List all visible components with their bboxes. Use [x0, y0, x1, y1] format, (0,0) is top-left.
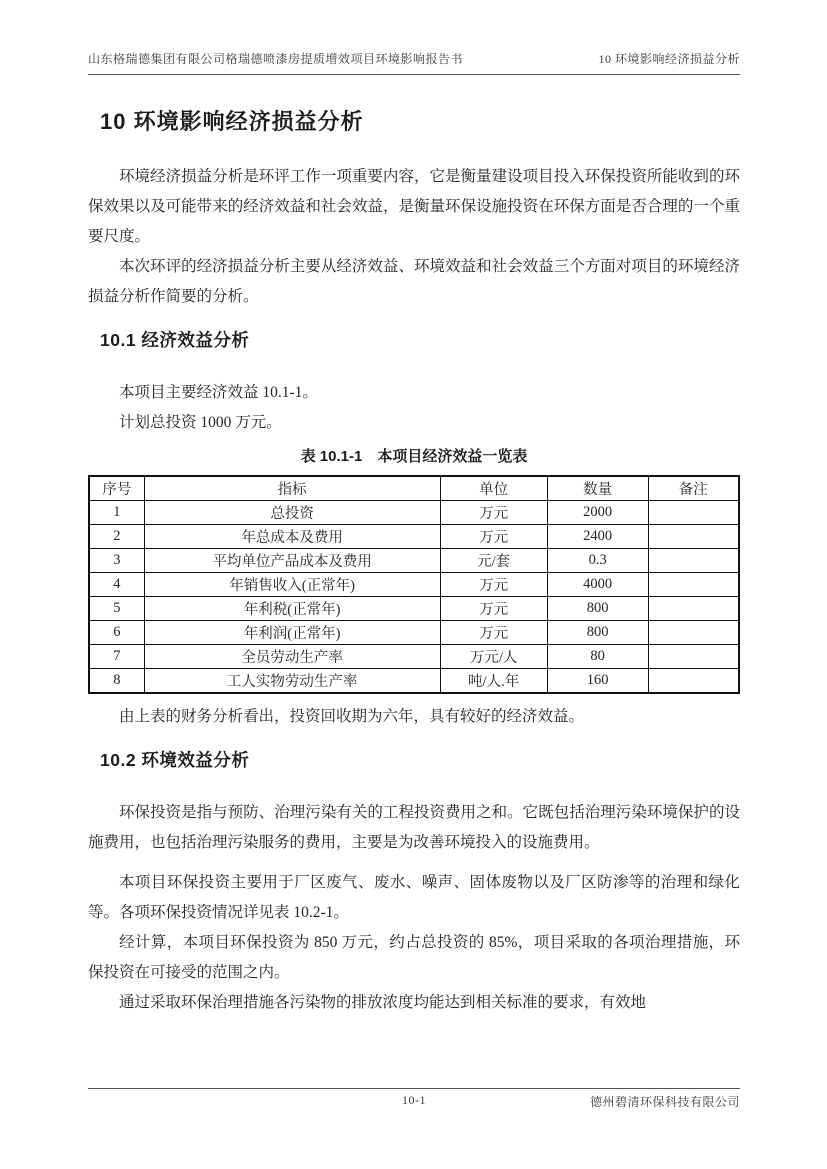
table-cell: 6 [89, 621, 144, 645]
section-10-2-paragraph-3: 经计算，本项目环保投资为 850 万元，约占总投资的 85%，项目采取的各项治理措施，环保投资在可接受的范围之内。 [88, 934, 740, 981]
table-cell: 4000 [547, 573, 648, 597]
footer-company-name: 德州碧清环保科技有限公司 [589, 1095, 740, 1109]
table-header-cell: 序号 [89, 476, 144, 501]
page-footer [88, 1088, 740, 1108]
chapter-title: 10 环境影响经济损益分析 [100, 109, 364, 134]
table-header-cell: 单位 [440, 476, 547, 501]
table-cell: 80 [547, 645, 648, 669]
table-cell: 3 [89, 549, 144, 573]
page-number: 10-1 [402, 1093, 426, 1107]
table-cell: 5 [89, 597, 144, 621]
table-header-cell: 备注 [648, 476, 739, 501]
table-cell: 万元/人 [440, 645, 547, 669]
table-cell: 平均单位产品成本及费用 [144, 549, 440, 573]
table-cell: 万元 [440, 525, 547, 549]
table-cell: 2400 [547, 525, 648, 549]
page-header [88, 50, 740, 75]
table-cell: 全员劳动生产率 [144, 645, 440, 669]
section-10-2-paragraph-1: 环保投资是指与预防、治理污染有关的工程投资费用之和。它既包括治理污染环境保护的设施费用，也包括治理污染服务的费用，主要是为改善环境投入的设施费用。 [88, 804, 740, 851]
table-cell: 年销售收入(正常年) [144, 573, 440, 597]
table-cell: 元/套 [440, 549, 547, 573]
section-10-1-paragraph-2: 计划总投资 1000 万元。 [119, 414, 282, 431]
table-cell: 160 [547, 669, 648, 694]
table-cell: 年利润(正常年) [144, 621, 440, 645]
table-cell: 7 [89, 645, 144, 669]
section-10-2-paragraph-2: 本项目环保投资主要用于厂区废气、废水、噪声、固体废物以及厂区防渗等的治理和绿化等。各项环保投资情况详见表 10.2-1。 [88, 874, 740, 921]
table-cell [648, 573, 739, 597]
table-cell: 0.3 [547, 549, 648, 573]
table-row [89, 597, 739, 621]
table-cell: 4 [89, 573, 144, 597]
table-cell: 吨/人.年 [440, 669, 547, 694]
table-cell: 800 [547, 597, 648, 621]
header-chapter-label: 10 环境影响经济损益分析 [598, 52, 740, 66]
table-row [89, 501, 739, 525]
table-header-cell: 指标 [144, 476, 440, 501]
table-cell [648, 525, 739, 549]
table-row [89, 573, 739, 597]
table-cell: 万元 [440, 573, 547, 597]
table-cell [648, 501, 739, 525]
table-cell: 2000 [547, 501, 648, 525]
table-cell: 8 [89, 669, 144, 694]
table-cell [648, 669, 739, 694]
table-row [89, 645, 739, 669]
table-cell: 工人实物劳动生产率 [144, 669, 440, 694]
section-10-2-paragraph-4: 通过采取环保治理措施各污染物的排放浓度均能达到相关标准的要求，有效地 [119, 994, 647, 1011]
table-cell: 万元 [440, 501, 547, 525]
table-cell: 年利税(正常年) [144, 597, 440, 621]
section-heading-10-1: 10.1 经济效益分析 [100, 330, 250, 350]
table-header-row [89, 476, 739, 501]
table-caption: 表 10.1-1 本项目经济效益一览表 [300, 448, 528, 465]
table-cell: 1 [89, 501, 144, 525]
table-header-cell: 数量 [547, 476, 648, 501]
table-cell: 年总成本及费用 [144, 525, 440, 549]
intro-paragraph-2: 本次环评的经济损益分析主要从经济效益、环境效益和社会效益三个方面对项目的环境经济损益分析作简要的分析。 [88, 258, 740, 305]
section-heading-10-2: 10.2 环境效益分析 [100, 750, 250, 770]
table-cell [648, 621, 739, 645]
table-cell: 800 [547, 621, 648, 645]
section-10-1-paragraph-1: 本项目主要经济效益 10.1-1。 [119, 384, 318, 401]
table-cell: 万元 [440, 597, 547, 621]
table-cell: 万元 [440, 621, 547, 645]
table-cell [648, 597, 739, 621]
table-cell: 2 [89, 525, 144, 549]
table-row [89, 669, 739, 694]
table-cell [648, 549, 739, 573]
table-row [89, 525, 739, 549]
header-report-title: 山东格瑞德集团有限公司格瑞德喷漆房提质增效项目环境影响报告书 [88, 52, 464, 66]
table-cell: 总投资 [144, 501, 440, 525]
intro-paragraph-1: 环境经济损益分析是环评工作一项重要内容，它是衡量建设项目投入环保投资所能收到的环保效果以及可能带来的经济效益和社会效益，是衡量环保设施投资在环保方面是否合理的一个重要尺度。 [88, 168, 740, 245]
table-cell [648, 645, 739, 669]
table-row [89, 549, 739, 573]
economic-benefit-table [88, 475, 740, 694]
table-conclusion-paragraph: 由上表的财务分析看出，投资回收期为六年，具有较好的经济效益。 [119, 708, 585, 725]
table-row [89, 621, 739, 645]
